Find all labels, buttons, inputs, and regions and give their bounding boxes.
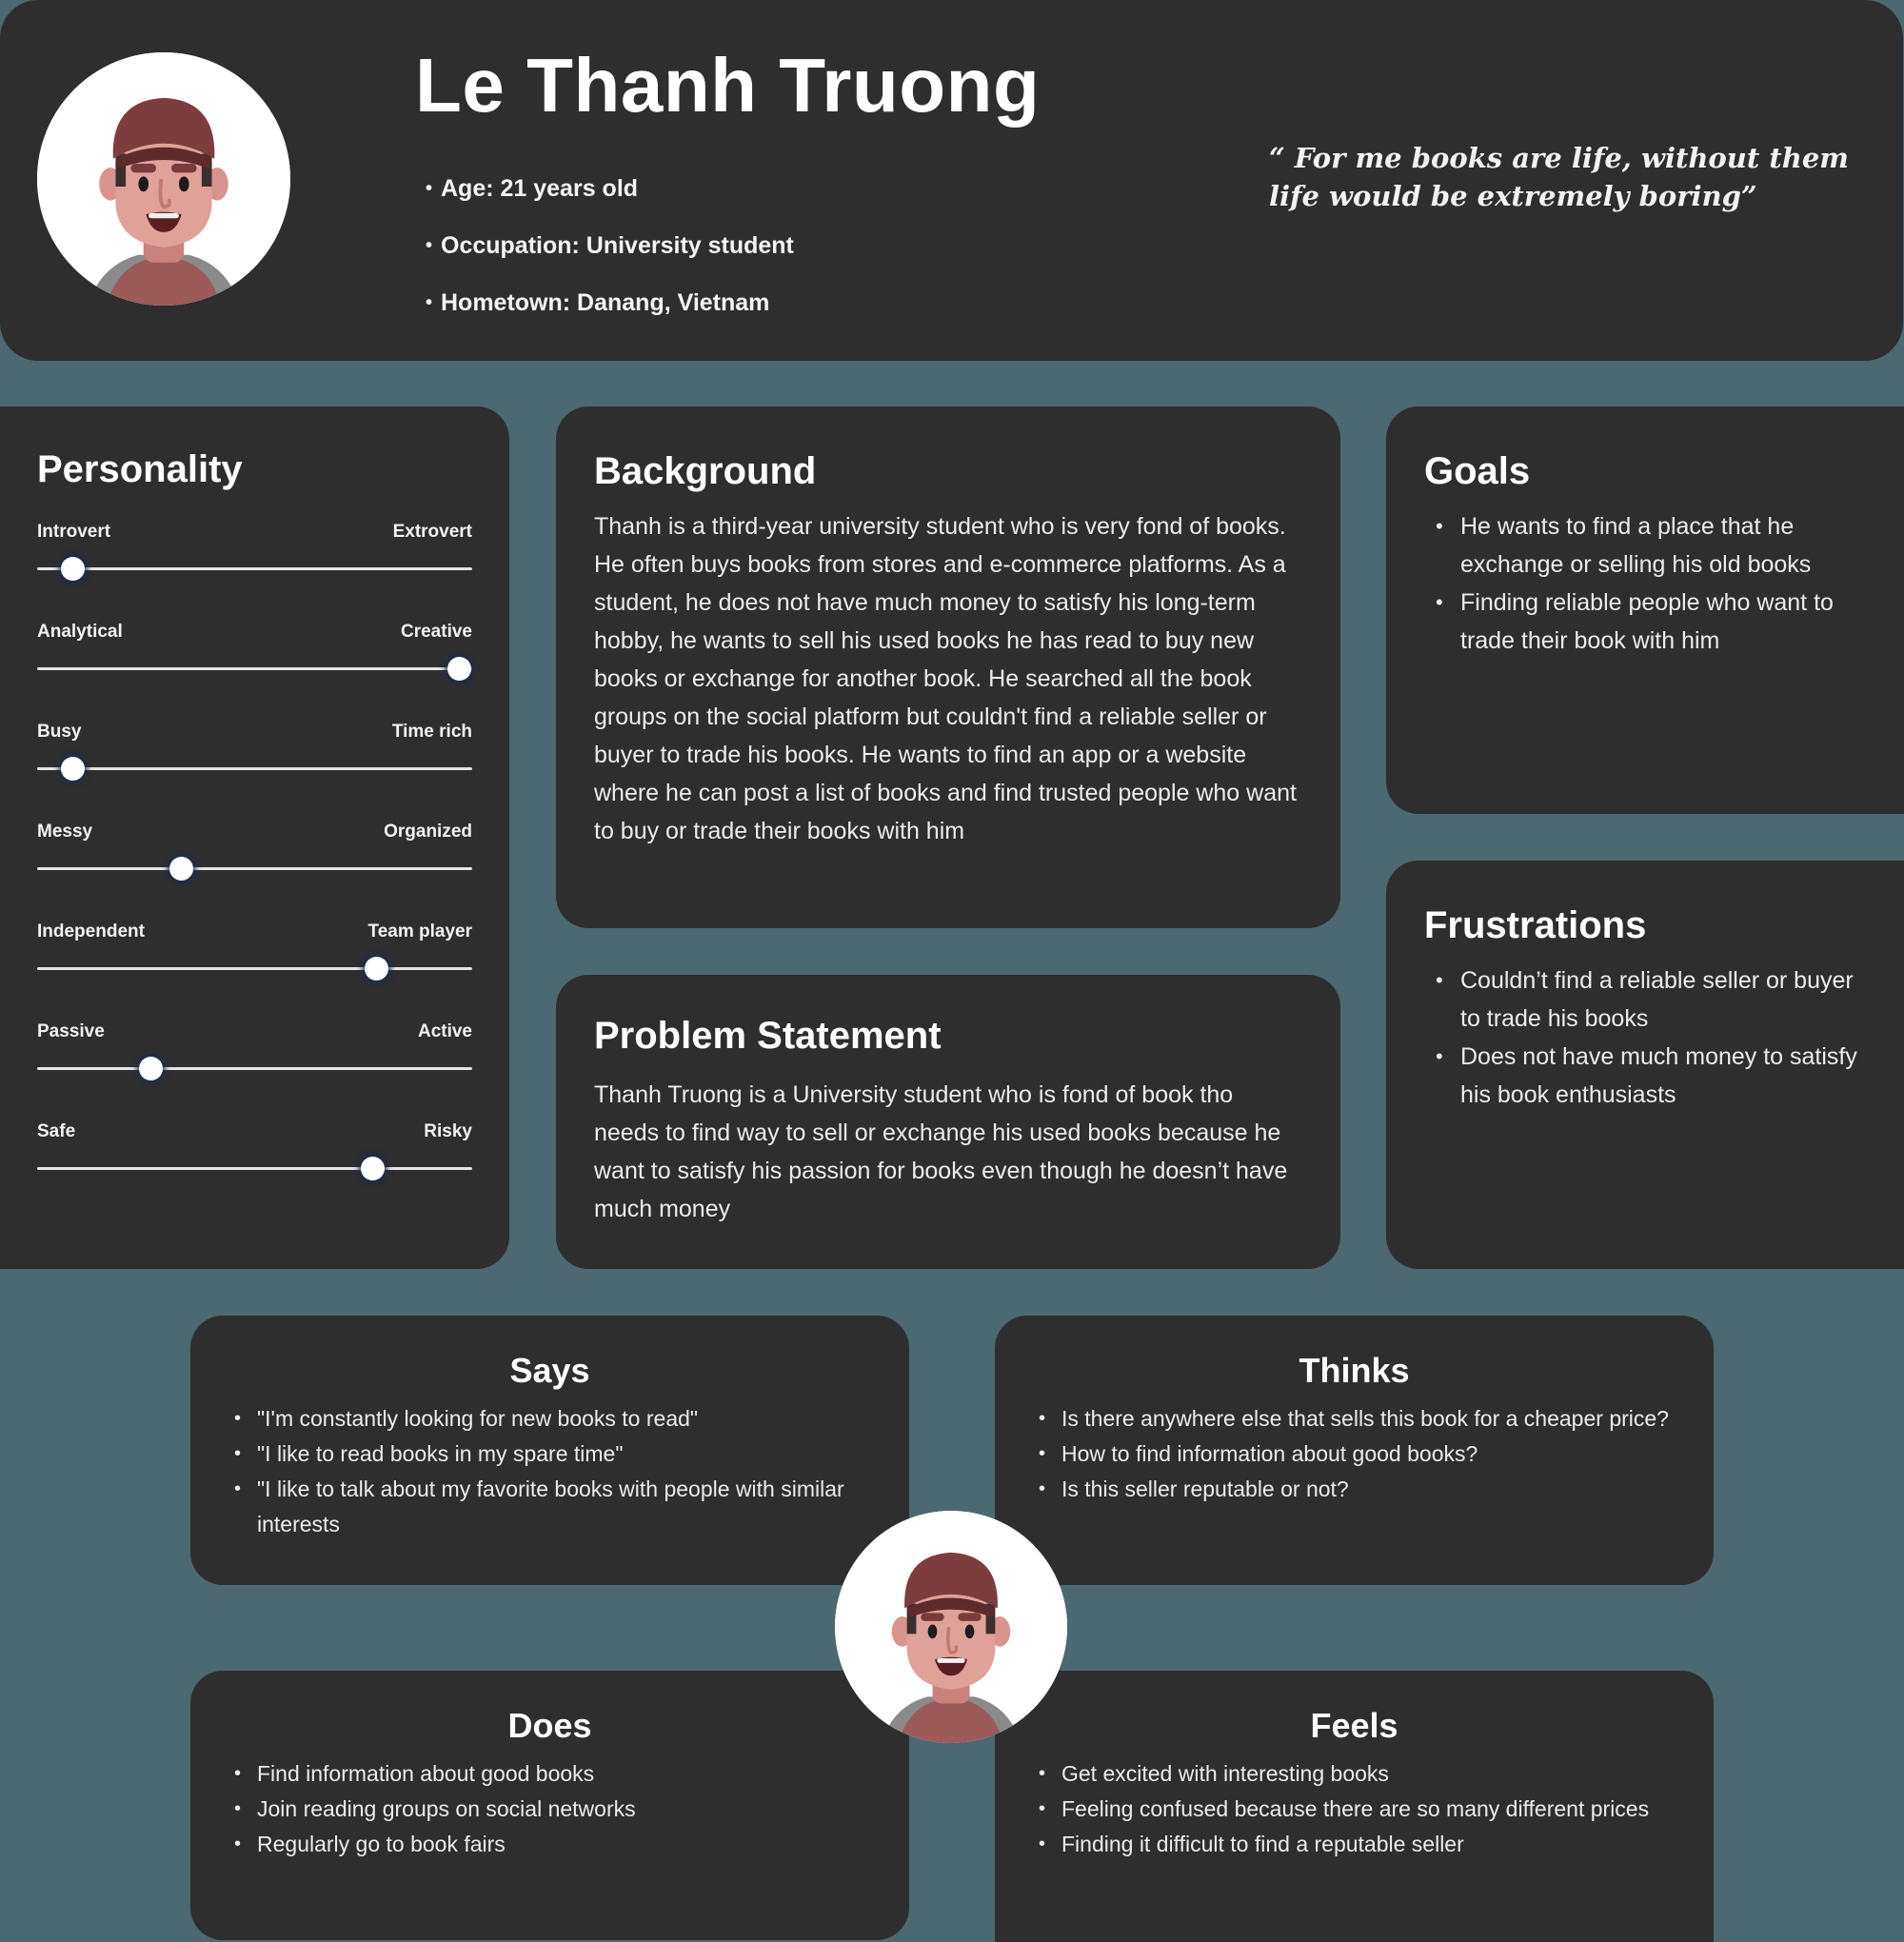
- slider-thumb[interactable]: [361, 1157, 385, 1180]
- list-item: • Is there anywhere else that sells this book for a cheaper price?: [1061, 1401, 1676, 1437]
- slider-thumb[interactable]: [139, 1057, 163, 1080]
- does-card: [190, 1671, 909, 1940]
- trait-left-label: Independent: [37, 921, 145, 941]
- thinks-card: [995, 1316, 1714, 1585]
- problem-statement-title: Problem Statement: [594, 1015, 942, 1057]
- feels-list: [995, 1756, 1714, 1862]
- trait-labels: [37, 621, 472, 644]
- avatar-icon: [835, 1511, 1067, 1743]
- bullet-icon: •: [426, 292, 433, 313]
- personality-traits: [37, 521, 472, 1220]
- goals-title: Goals: [1424, 450, 1531, 492]
- slider-track[interactable]: [37, 867, 472, 870]
- trait-slider-independent: [37, 921, 472, 1021]
- slider-track[interactable]: [37, 567, 472, 570]
- fact-occupation: • Occupation: University student: [426, 228, 794, 286]
- list-item: • How to find information about good books?: [1061, 1437, 1676, 1472]
- trait-labels: [37, 1021, 472, 1043]
- fact-hometown: • Hometown: Danang, Vietnam: [426, 286, 794, 343]
- trait-left-label: Analytical: [37, 622, 123, 642]
- trait-slider-passive: [37, 1021, 472, 1120]
- feels-title: Feels: [1310, 1706, 1398, 1745]
- trait-left-label: Passive: [37, 1021, 105, 1041]
- background-title: Background: [594, 450, 817, 492]
- list-item: • Couldn’t find a reliable seller or buyer to trade his books: [1460, 961, 1866, 1038]
- trait-labels: [37, 1120, 472, 1143]
- trait-left-label: Safe: [37, 1121, 76, 1141]
- does-list: [190, 1756, 909, 1862]
- trait-labels: [37, 521, 472, 544]
- trait-right-label: Organized: [384, 822, 472, 842]
- list-item: • Does not have much money to satisfy his book enthusiasts: [1460, 1038, 1866, 1114]
- problem-statement-text: Thanh Truong is a University student who is fond of book tho needs to find way to sell or exchange his used books because he want to satisfy his passion for books even though he doesn’t have much money: [594, 1081, 1288, 1222]
- frustrations-card: [1386, 861, 1904, 1269]
- trait-slider-introvert: [37, 521, 472, 621]
- persona-name: Le Thanh Truong: [415, 43, 1041, 128]
- goals-list: [1424, 507, 1866, 660]
- frustrations-title: Frustrations: [1424, 904, 1647, 946]
- bullet-icon: •: [426, 235, 433, 256]
- list-item: • "I'm constantly looking for new books to read": [257, 1401, 871, 1437]
- thinks-list: [995, 1401, 1714, 1507]
- list-item: • Regularly go to book fairs: [257, 1827, 871, 1862]
- personality-card: [0, 406, 509, 1269]
- list-item: • "I like to read books in my spare time": [257, 1437, 871, 1472]
- goals-card: [1386, 406, 1904, 814]
- trait-right-label: Creative: [401, 622, 472, 642]
- says-list: [190, 1401, 909, 1542]
- list-item: • Find information about good books: [257, 1756, 871, 1792]
- slider-thumb[interactable]: [61, 557, 85, 581]
- says-title: Says: [509, 1351, 590, 1390]
- bullet-icon: •: [426, 178, 433, 199]
- list-item: • Feeling confused because there are so many different prices: [1061, 1792, 1676, 1827]
- trait-slider-messy: [37, 821, 472, 921]
- persona-header-card: [0, 0, 1903, 361]
- slider-track[interactable]: [37, 1167, 472, 1170]
- persona-facts-list: [426, 171, 794, 343]
- slider-track[interactable]: [37, 767, 472, 770]
- list-item: • Get excited with interesting books: [1061, 1756, 1676, 1792]
- slider-track[interactable]: [37, 667, 472, 670]
- slider-thumb[interactable]: [447, 657, 471, 681]
- list-item: • Join reading groups on social networks: [257, 1792, 871, 1827]
- slider-thumb[interactable]: [365, 957, 388, 981]
- thinks-title: Thinks: [1299, 1351, 1410, 1390]
- trait-labels: [37, 921, 472, 943]
- trait-labels: [37, 721, 472, 743]
- trait-left-label: Introvert: [37, 522, 111, 542]
- problem-statement-card: [556, 975, 1340, 1269]
- avatar-icon: [37, 52, 290, 306]
- trait-left-label: Busy: [37, 722, 82, 742]
- trait-labels: [37, 821, 472, 843]
- trait-slider-safe: [37, 1120, 472, 1220]
- does-title: Does: [507, 1706, 592, 1745]
- list-item: • He wants to find a place that he exchange or selling his old books: [1460, 507, 1866, 584]
- trait-right-label: Risky: [424, 1121, 472, 1141]
- personality-title: Personality: [37, 448, 243, 490]
- list-item: • Finding reliable people who want to trade their book with him: [1460, 584, 1866, 660]
- slider-thumb[interactable]: [169, 857, 193, 881]
- trait-right-label: Active: [417, 1021, 472, 1041]
- slider-track[interactable]: [37, 1067, 472, 1070]
- background-text: Thanh is a third-year university student who is very fond of books. He often buys books from stores and e-commerce platforms. As a student, he does not have much money to satisfy his long-term hobby, he wants to sell his used books he has read to buy new books or exchange for another book. He searched all the book groups on the social platform but couldn't find a reliable seller or buyer to trade his books. He wants to find an app or a website where he can post a list of books and find trusted people who want to buy or trade their books with him: [594, 513, 1297, 844]
- trait-slider-analytical: [37, 621, 472, 721]
- trait-right-label: Time rich: [391, 722, 472, 742]
- fact-age: • Age: 21 years old: [426, 171, 794, 228]
- background-card: [556, 406, 1340, 928]
- frustrations-list: [1424, 961, 1866, 1114]
- trait-right-label: Extrovert: [392, 522, 472, 542]
- trait-right-label: Team player: [367, 921, 472, 941]
- list-item: • Is this seller reputable or not?: [1061, 1472, 1676, 1507]
- says-card: [190, 1316, 909, 1585]
- persona-quote: “ For me books are life, without them life would be extremely boring”: [1269, 142, 1849, 212]
- trait-left-label: Messy: [37, 822, 93, 842]
- feels-card: [995, 1671, 1714, 1942]
- list-item: • "I like to talk about my favorite books with people with similar interests: [257, 1472, 871, 1542]
- slider-thumb[interactable]: [61, 757, 85, 781]
- slider-track[interactable]: [37, 967, 472, 970]
- list-item: • Finding it difficult to find a reputable seller: [1061, 1827, 1676, 1862]
- trait-slider-busy: [37, 721, 472, 821]
